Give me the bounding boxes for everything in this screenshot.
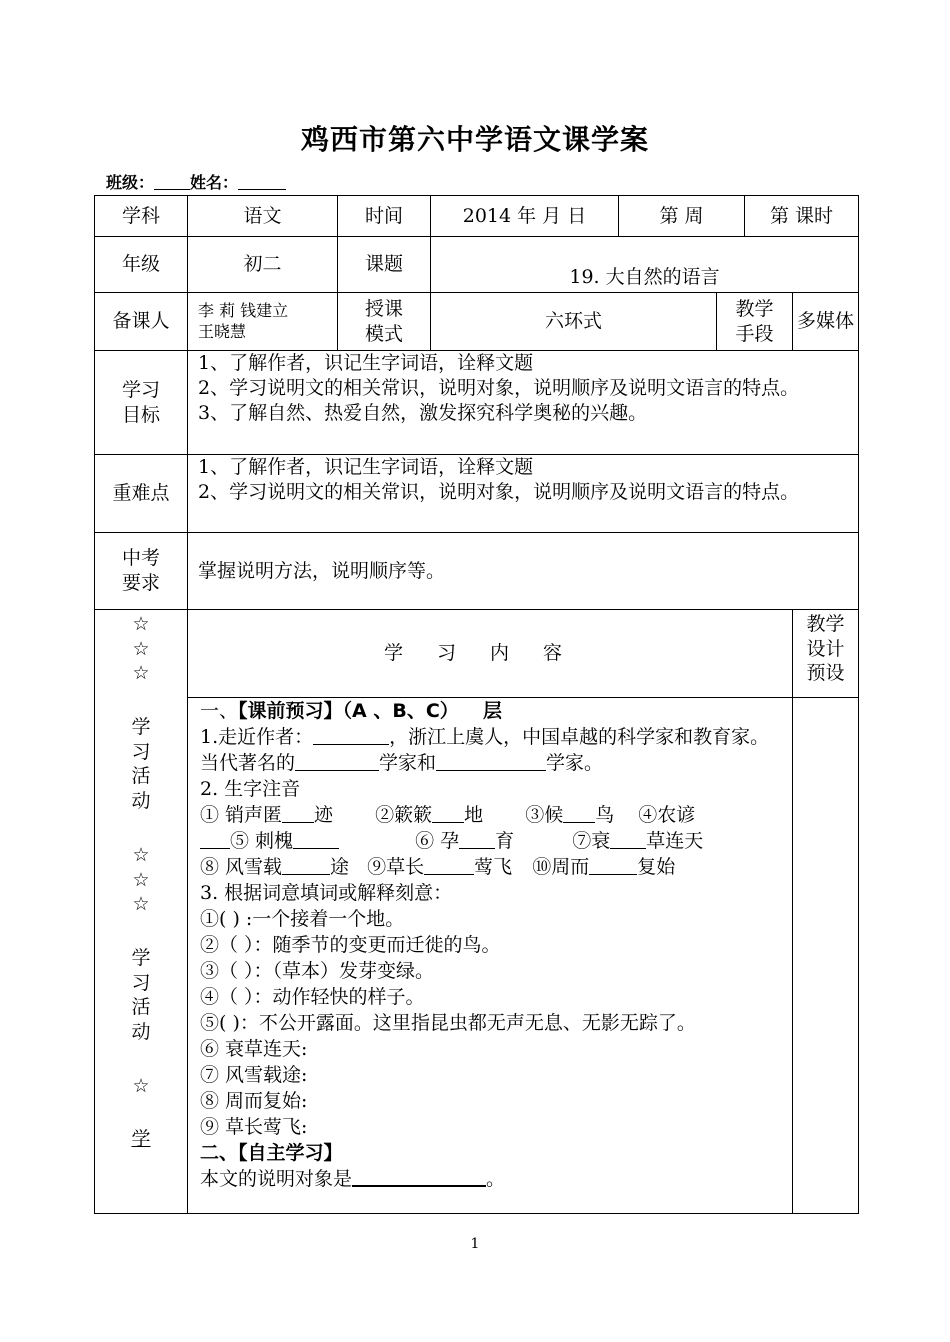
goals-row [95,351,859,455]
grade-value: 初二 [188,237,338,293]
answer-blank[interactable] [432,804,464,823]
answer-blank[interactable] [352,1167,486,1187]
content-header: 学习内容 [188,610,793,698]
self-study-heading: 二、【自主学习】 [200,1142,343,1164]
goals-label-line-1: 学习 [121,378,160,401]
teaching-mode-value: 六环式 [431,293,717,351]
definition-item: ③（ ）：（草本）发芽变绿。 [200,960,435,982]
period-value: 第 课时 [745,196,859,237]
answer-blank[interactable] [424,856,474,875]
lesson-plan-table [94,195,859,1214]
exam-content: 掌握说明方法，说明顺序等。 [188,533,859,610]
week-value: 第 周 [619,196,745,237]
preparer-names-line-2: 王晓慧 [198,321,247,341]
star-icon: ☆ [132,613,150,635]
exam-label [95,533,188,610]
side-char: 习 [131,740,151,763]
pinyin-line-2: ⑤ 刺槐 ⑥ 孕 育 ⑦衰 草连天 [200,828,786,854]
teaching-mode-label [338,293,431,351]
name-blank[interactable] [238,173,286,190]
question-pinyin-title: 2. 生字注音 [200,778,301,800]
side-char: 活 [131,996,151,1019]
star-icon: ☆ [132,893,150,916]
goal-item: 1、了解作者，识记生字词语，诠释文题 [198,352,534,374]
self-study-question: 本文的说明对象是 。 [200,1168,506,1190]
definition-item: ⑤( )：不公开露面。这里指昆虫都无声无息、无影无踪了。 [200,1012,696,1034]
answer-blank[interactable] [200,830,230,849]
key-points-row [95,455,859,533]
info-row-3 [95,293,859,351]
grade-label: 年级 [95,237,188,293]
star-icon: ☆ [132,1074,150,1097]
side-char: 动 [131,1020,151,1043]
answer-blank[interactable] [282,804,314,823]
answer-blank[interactable] [282,856,330,875]
preparer-names [188,293,338,351]
question-definitions-title: 3. 根据词意填词或解释刻意： [200,882,453,904]
answer-blank[interactable] [610,830,646,849]
mode-label-line-2: 模式 [364,322,403,345]
time-label: 时间 [338,196,431,237]
teaching-means-label [717,293,793,351]
topic-label: 课题 [338,237,431,293]
page-number: 1 [470,1236,480,1252]
design-preset-content [793,698,859,1214]
class-name-line [106,170,286,193]
answer-blank[interactable] [295,752,379,771]
subject-value: 语文 [188,196,338,237]
star-icon: ☆ [132,637,150,660]
answer-blank[interactable] [293,830,339,849]
key-points-content [188,455,859,533]
definition-item: ⑥ 衰草连天: [200,1038,308,1060]
definition-item: ①( ) :一个接着一个地。 [200,908,405,930]
means-label-line-2: 手段 [735,322,774,345]
pinyin-line-1: ① 销声匿 迹 ②簌簌 地 ③候 鸟 ④农谚 [200,804,696,826]
answer-blank[interactable] [459,830,495,849]
goals-label [95,351,188,455]
answer-blank[interactable] [589,856,637,875]
class-blank[interactable] [154,173,190,190]
question-author: 1.走近作者： ，浙江上虞人，中国卓越的科学家和教育家。当代著名的 学家和 学家。 [200,726,770,774]
key-point-item: 1、了解作者，识记生字词语，诠释文题 [198,456,534,478]
definition-item: ⑧ 周而复始: [200,1090,308,1112]
pinyin-line-3: ⑧ 风雪载 途 ⑨草长 莺飞 ⑩周而 复始 [200,856,676,878]
exam-row [95,533,859,610]
design-label-line: 教学 [806,613,845,635]
mode-label-line-1: 授课 [364,297,403,320]
star-icon: ☆ [132,843,150,866]
definition-item: ②（ ）：随季节的变更而迁徙的鸟。 [200,934,501,956]
goal-item: 2、学习说明文的相关常识，说明对象，说明顺序及说明文语言的特点。 [198,377,800,399]
preview-heading: 一、【课前预习】（A 、B、C） 层 [200,700,502,722]
key-points-label: 重难点 [95,455,188,533]
design-label-line: 预设 [806,662,845,685]
side-char: 活 [131,765,151,788]
class-label: 班级： [106,173,155,192]
subject-label: 学科 [95,196,188,237]
answer-blank[interactable] [313,726,389,745]
answer-blank[interactable] [436,752,546,771]
design-label-line: 设计 [806,637,845,660]
side-char: 习 [131,971,151,994]
answer-blank[interactable] [563,804,595,823]
means-label-line-1: 教学 [735,297,774,320]
activity-content [188,698,793,1214]
goals-content [188,351,859,455]
definition-item: ⑦ 风雪载途: [200,1064,308,1086]
design-preset-label [793,610,859,698]
goal-item: 3、了解自然、热爱自然，激发探究科学奥秘的兴趣。 [198,402,648,424]
exam-label-line-1: 中考 [121,547,160,570]
date-value: 2014 年 月 日 [431,196,619,237]
side-char: 学 [131,716,151,739]
star-icon: ☆ [132,662,150,685]
activity-side-column [95,610,188,1214]
preparer-names-line-1: 李 莉 钱建立 [198,300,289,320]
side-char: 学 [131,946,151,969]
definition-item: ⑨ 草长莺飞: [200,1116,308,1138]
teaching-means-value: 多媒体 [793,293,859,351]
activity-content-row [95,698,859,1214]
star-icon: ☆ [132,868,150,891]
page-title: 鸡西市第六中学语文课学案 [300,123,649,156]
info-row-1 [95,196,859,237]
side-char: 动 [131,790,151,813]
exam-label-line-2: 要求 [121,572,160,594]
definition-item: ④（ ）：动作轻快的样子。 [200,986,425,1008]
info-row-2 [95,237,859,293]
key-point-item: 2、学习说明文的相关常识，说明对象，说明顺序及说明文语言的特点。 [198,481,800,503]
preparer-label: 备课人 [95,293,188,351]
topic-value: 19. 大自然的语言 [431,237,859,293]
name-label: 姓名： [190,173,239,192]
goals-label-line-2: 目标 [121,403,160,426]
activity-header-row [95,610,859,698]
side-char: 学 [131,1128,151,1151]
